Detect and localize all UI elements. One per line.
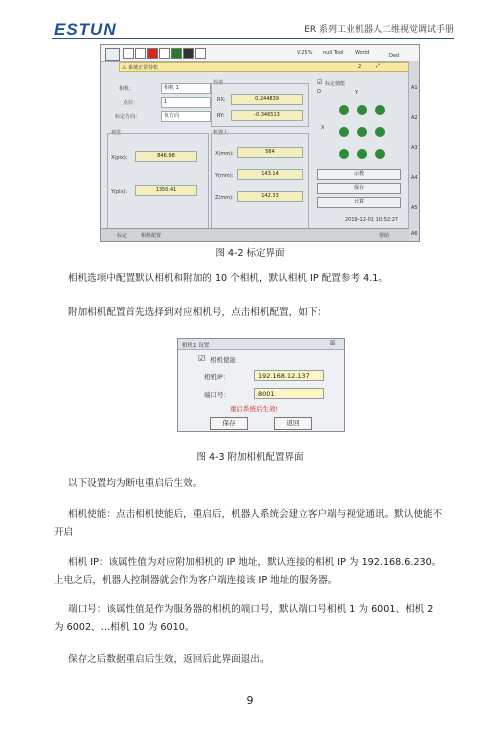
point-led-5 [357,127,367,137]
dialog-back-button[interactable]: 返回 [274,417,312,430]
close-icon[interactable]: ☒ [330,340,336,347]
axis-x: X [321,125,325,131]
side-a1[interactable]: A1 [411,85,418,91]
alarm-text: ⚠ 系统正常待机 [122,65,159,71]
ymm-value: 143.14 [237,169,303,180]
camera-label: 相机： [119,86,135,92]
figure-caption-4-3: 图 4-3 附加相机配置界面 [196,452,304,463]
paragraph-restart-note: 以下设置均为断电重启后生效。 [68,478,203,489]
alarm-bar[interactable] [119,62,411,72]
expand-icon[interactable]: ⤢ [376,63,381,69]
ip-label: 相机IP： [204,373,230,381]
side-a6[interactable]: A6 [411,231,418,237]
point-led-1 [339,105,349,115]
side-panel [408,61,419,241]
page-number: 9 [246,694,254,707]
side-a4[interactable]: A4 [411,175,418,181]
rx-value: 0.244839 [231,94,303,105]
ry-label: RY: [217,113,225,119]
dialog-titlebar [178,339,344,350]
paragraph-port: 端口号：该属性值是作为服务器的相机的端口号，默认端口号相机 1 为 6001、相机 2 为 6002、…相机 10 为 6010。 [54,604,434,633]
calibration-screen [100,44,420,242]
point-led-3 [375,105,385,115]
calculate-button[interactable]: 计算 [317,197,401,208]
teach-button[interactable]: 示教 [317,169,401,180]
point-led-6 [375,127,385,137]
target-icon[interactable] [135,48,146,59]
ry-value: -0.346513 [231,110,303,121]
paragraph-save-note: 保存之后数据重启后生效，返回后此界面退出。 [68,654,270,665]
bottom-bar [101,228,409,241]
dialog-title: 相机1 设置 [182,343,210,349]
side-a5[interactable]: A5 [411,205,418,211]
vision-group [107,133,209,231]
toolbar [101,45,419,62]
dialog-save-button[interactable]: 保存 [210,417,248,430]
tab-calibration[interactable]: 标定 [117,233,128,239]
estun-logo: ESTUN [54,20,117,39]
xpix-label: X(pix): [111,155,128,161]
robot-icon[interactable] [183,48,194,59]
camera-icon[interactable] [123,48,134,59]
point-led-2 [357,105,367,115]
enable-checkbox[interactable]: ☑ [317,79,323,86]
point-led-9 [375,149,385,159]
camera-select[interactable]: 相机 1 [161,83,211,94]
run-icon[interactable] [171,48,182,59]
coord-status: World [355,50,370,56]
figure-caption-4-2: 图 4-2 标定界面 [215,248,285,259]
side-a3[interactable]: A3 [411,145,418,151]
ypix-value: 1350.41 [135,185,197,196]
direction-select[interactable]: 负方向 [161,111,211,122]
point-select[interactable]: 1 [161,97,211,108]
save-button[interactable]: 保存 [317,183,401,194]
speed-status: V.25% [297,50,313,56]
paragraph-camera-ip: 相机 IP：该属性值为对应附加相机的 IP 地址，默认连接的相机 IP 为 192.168.6.230。上电之后，机器人控制器就会作为客户端连接该 IP 地址的服务器。 [54,557,442,586]
zmm-value: 142.33 [237,191,303,202]
axis-o: O [317,89,321,95]
point-led-4 [339,127,349,137]
ypix-label: Y(pix): [111,189,128,195]
port-input[interactable]: 8001 [254,388,324,399]
tab-help[interactable]: 帮助 [379,233,390,239]
stop-icon[interactable] [147,48,158,59]
document-title: ER 系列工业机器人二维视觉调试手册 [304,25,454,35]
paragraph-camera-options: 相机选项中配置默认相机和附加的 10 个相机，默认相机 IP 配置参考 4.1。 [68,273,388,284]
dialog-enable-label: 相机使能 [210,356,236,364]
xmm-value: 564 [237,147,303,158]
ymm-label: Y(mm): [215,173,234,179]
timestamp: 2019-12-01 10:52:27 [345,217,399,223]
paragraph-camera-enable: 相机使能：点击相机使能后，重启后，机器人系统会建立客户端与视觉通讯。默认使能不开启 [54,509,443,538]
home-icon[interactable] [105,48,120,61]
side-a2[interactable]: A2 [411,115,418,121]
robot-group-label: 机器人 [213,130,229,136]
tool-status: null Tool [323,50,344,56]
xmm-label: X(mm): [215,151,234,157]
xpix-value: 846.98 [135,151,197,162]
vision-group-label: 视觉 [111,130,122,136]
point-led-8 [357,149,367,159]
ip-input[interactable]: 192.168.12.137 [254,370,324,381]
header-rule [52,38,454,39]
hand-icon[interactable] [195,48,206,59]
direction-label: 标定方向： [115,114,141,120]
zmm-label: Z(mm): [215,195,234,201]
rx-label: RX: [217,97,226,103]
paragraph-extra-camera: 附加相机配置首先选择到对应相机号，点击相机配置，如下： [68,307,328,318]
tab-camera-config[interactable]: 相机配置 [141,233,162,239]
axis-y: Y [355,90,359,96]
camera-settings-dialog [177,338,345,432]
mode-status: Ded [389,53,400,59]
alarm-count: 2 [358,64,362,70]
error-group-label: 误差 [213,80,224,86]
restart-warning: 重启系统后生效! [230,405,279,413]
enable-label: 标定使能 [325,81,346,87]
enable-checkbox-dialog[interactable]: ☑ [198,354,206,363]
point-label: 点位： [123,100,139,106]
io-icon[interactable] [159,48,170,59]
port-label: 端口号： [204,391,230,399]
point-led-7 [339,149,349,159]
